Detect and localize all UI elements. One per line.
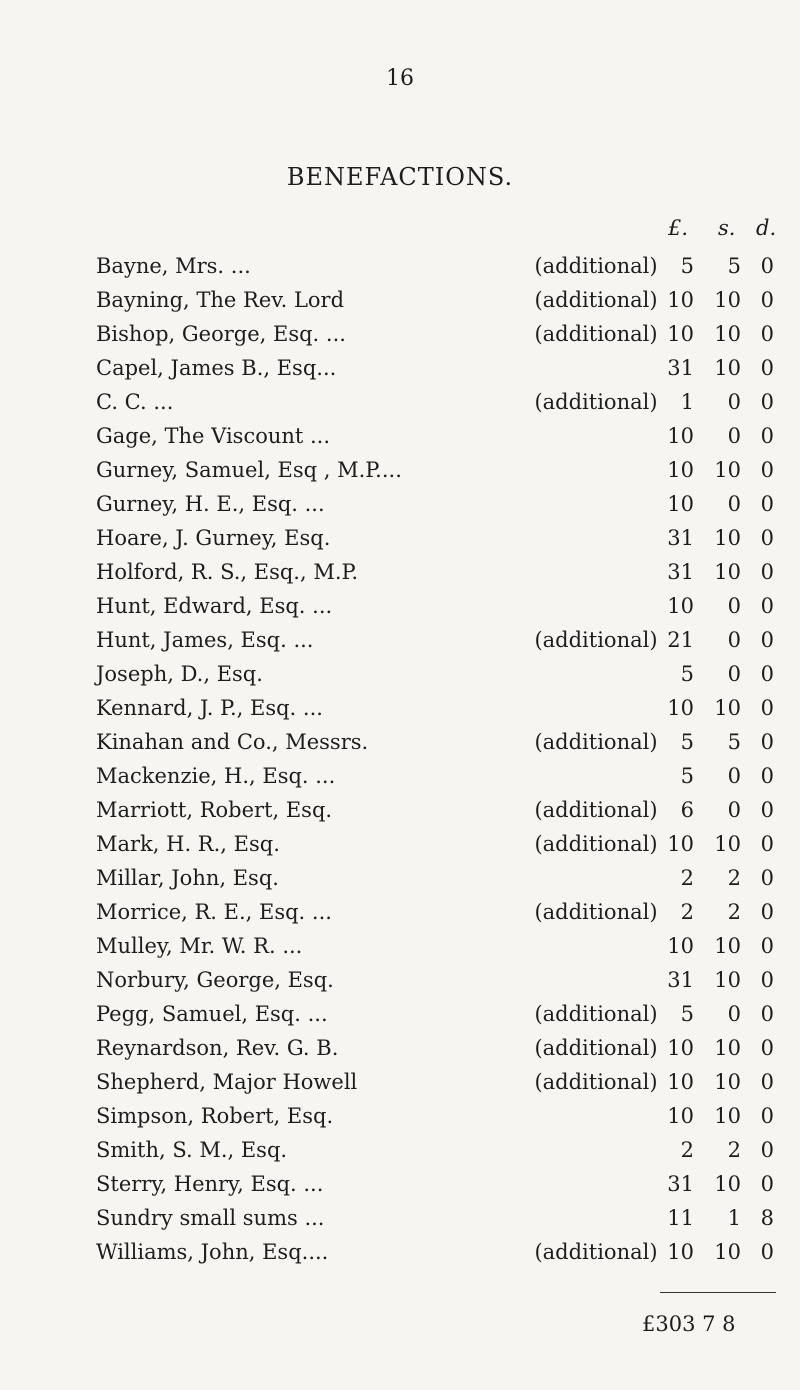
benefactor-name: Mark, H. R., Esq. [96, 832, 280, 856]
amount-pence: 0 [760, 900, 774, 924]
total-amount: £303 7 8 [642, 1312, 736, 1336]
benefactor-name: Bishop, George, Esq. ... [96, 322, 346, 346]
benefactor-name: Williams, John, Esq.... [96, 1240, 329, 1264]
entry-note: (additional) [534, 390, 658, 414]
list-item [0, 1166, 800, 1200]
amount-shillings: 0 [727, 390, 741, 414]
amount-pence: 0 [760, 492, 774, 516]
list-item [0, 1064, 800, 1098]
amount-pounds: 10 [667, 934, 694, 958]
amount-pounds: 5 [680, 1002, 694, 1026]
entry-note: (additional) [534, 288, 658, 312]
amount-shillings: 0 [727, 492, 741, 516]
amount-pence: 0 [760, 662, 774, 686]
list-item [0, 1030, 800, 1064]
amount-pence: 0 [760, 390, 774, 414]
benefactor-name: Bayning, The Rev. Lord [96, 288, 345, 312]
amount-shillings: 10 [714, 356, 741, 380]
benefactor-name: Sundry small sums ... [96, 1206, 325, 1230]
amount-pence: 0 [760, 798, 774, 822]
list-item [0, 384, 800, 418]
shillings-column-header: s. [718, 216, 736, 240]
amount-shillings: 0 [727, 628, 741, 652]
list-item [0, 826, 800, 860]
list-item [0, 1098, 800, 1132]
amount-pounds: 6 [680, 798, 694, 822]
amount-shillings: 10 [714, 1036, 741, 1060]
list-item [0, 1200, 800, 1234]
entry-note: (additional) [534, 1240, 658, 1264]
amount-pounds: 10 [667, 1240, 694, 1264]
amount-pence: 0 [760, 764, 774, 788]
amount-pounds: 2 [680, 1138, 694, 1162]
list-item [0, 792, 800, 826]
amount-pence: 0 [760, 458, 774, 482]
amount-pence: 0 [760, 1138, 774, 1162]
amount-pence: 0 [760, 1036, 774, 1060]
amount-shillings: 5 [727, 730, 741, 754]
amount-pounds: 5 [680, 254, 694, 278]
amount-pounds: 31 [667, 1172, 694, 1196]
amount-pounds: 10 [667, 832, 694, 856]
amount-pence: 8 [760, 1206, 774, 1230]
amount-shillings: 10 [714, 1104, 741, 1128]
amount-shillings: 2 [727, 866, 741, 890]
amount-shillings: 10 [714, 560, 741, 584]
list-item [0, 962, 800, 996]
list-item [0, 894, 800, 928]
amount-shillings: 10 [714, 1070, 741, 1094]
entry-note: (additional) [534, 628, 658, 652]
benefactor-name: Mackenzie, H., Esq. ... [96, 764, 336, 788]
benefactor-name: Sterry, Henry, Esq. ... [96, 1172, 324, 1196]
amount-pounds: 31 [667, 968, 694, 992]
amount-pounds: 10 [667, 424, 694, 448]
page-title: BENEFACTIONS. [286, 163, 514, 191]
list-item [0, 1132, 800, 1166]
amount-shillings: 10 [714, 458, 741, 482]
amount-shillings: 5 [727, 254, 741, 278]
amount-pounds: 10 [667, 1104, 694, 1128]
total-rule [660, 1292, 776, 1293]
amount-pence: 0 [760, 934, 774, 958]
amount-pence: 0 [760, 832, 774, 856]
amount-pounds: 11 [667, 1206, 694, 1230]
entry-note: (additional) [534, 730, 658, 754]
entry-note: (additional) [534, 798, 658, 822]
list-item [0, 860, 800, 894]
amount-pence: 0 [760, 1172, 774, 1196]
benefactor-name: Pegg, Samuel, Esq. ... [96, 1002, 328, 1026]
benefactor-name: Kinahan and Co., Messrs. [96, 730, 369, 754]
amount-shillings: 2 [727, 1138, 741, 1162]
list-item [0, 656, 800, 690]
amount-pence: 0 [760, 696, 774, 720]
amount-pounds: 1 [680, 390, 694, 414]
list-item [0, 282, 800, 316]
benefactor-name: Hunt, Edward, Esq. ... [96, 594, 333, 618]
amount-pounds: 10 [667, 1036, 694, 1060]
amount-shillings: 0 [727, 662, 741, 686]
amount-shillings: 10 [714, 322, 741, 346]
benefactor-name: Smith, S. M., Esq. [96, 1138, 288, 1162]
benefactor-name: Gage, The Viscount ... [96, 424, 331, 448]
benefactor-name: Gurney, H. E., Esq. ... [96, 492, 325, 516]
pence-column-header: d. [756, 216, 777, 240]
entry-note: (additional) [534, 322, 658, 346]
amount-shillings: 0 [727, 764, 741, 788]
page-number: 16 [386, 66, 414, 91]
amount-pence: 0 [760, 730, 774, 754]
amount-pence: 0 [760, 424, 774, 448]
benefactor-name: Hunt, James, Esq. ... [96, 628, 314, 652]
amount-shillings: 10 [714, 1172, 741, 1196]
list-item [0, 1234, 800, 1268]
entry-note: (additional) [534, 1002, 658, 1026]
amount-pence: 0 [760, 1104, 774, 1128]
pounds-column-header: £. [668, 216, 689, 240]
amount-pence: 0 [760, 1002, 774, 1026]
amount-pounds: 5 [680, 662, 694, 686]
benefactor-name: Hoare, J. Gurney, Esq. [96, 526, 331, 550]
amount-pence: 0 [760, 968, 774, 992]
list-item [0, 690, 800, 724]
list-item [0, 520, 800, 554]
amount-pence: 0 [760, 560, 774, 584]
benefactor-name: Mulley, Mr. W. R. ... [96, 934, 303, 958]
amount-pounds: 10 [667, 458, 694, 482]
amount-pence: 0 [760, 288, 774, 312]
amount-pounds: 10 [667, 696, 694, 720]
benefactor-name: Joseph, D., Esq. [96, 662, 263, 686]
benefactor-name: Bayne, Mrs. ... [96, 254, 251, 278]
benefactor-name: Capel, James B., Esq... [96, 356, 337, 380]
amount-pounds: 31 [667, 356, 694, 380]
benefactor-name: Holford, R. S., Esq., M.P. [96, 560, 359, 584]
benefactor-name: Marriott, Robert, Esq. [96, 798, 333, 822]
amount-shillings: 10 [714, 968, 741, 992]
list-item [0, 588, 800, 622]
entry-note: (additional) [534, 900, 658, 924]
amount-pence: 0 [760, 866, 774, 890]
list-item [0, 248, 800, 282]
list-item [0, 758, 800, 792]
entry-note: (additional) [534, 254, 658, 278]
list-item [0, 554, 800, 588]
amount-pounds: 5 [680, 730, 694, 754]
amount-pence: 0 [760, 526, 774, 550]
list-item [0, 316, 800, 350]
amount-pounds: 10 [667, 288, 694, 312]
amount-pence: 0 [760, 628, 774, 652]
benefactor-name: Norbury, George, Esq. [96, 968, 334, 992]
amount-pounds: 21 [667, 628, 694, 652]
amount-pounds: 10 [667, 594, 694, 618]
amount-shillings: 2 [727, 900, 741, 924]
entry-note: (additional) [534, 1036, 658, 1060]
benefactor-name: Kennard, J. P., Esq. ... [96, 696, 323, 720]
entry-note: (additional) [534, 1070, 658, 1094]
amount-pounds: 5 [680, 764, 694, 788]
amount-shillings: 0 [727, 1002, 741, 1026]
list-item [0, 928, 800, 962]
benefactor-name: Reynardson, Rev. G. B. [96, 1036, 339, 1060]
amount-shillings: 10 [714, 526, 741, 550]
list-item [0, 418, 800, 452]
amount-pounds: 10 [667, 1070, 694, 1094]
entry-note: (additional) [534, 832, 658, 856]
amount-pence: 0 [760, 356, 774, 380]
list-item [0, 486, 800, 520]
amount-shillings: 10 [714, 288, 741, 312]
amount-shillings: 0 [727, 594, 741, 618]
benefactor-name: Shepherd, Major Howell [96, 1070, 358, 1094]
amount-pence: 0 [760, 1070, 774, 1094]
amount-shillings: 10 [714, 696, 741, 720]
amount-pence: 0 [760, 594, 774, 618]
amount-pounds: 2 [680, 866, 694, 890]
amount-pounds: 31 [667, 526, 694, 550]
amount-shillings: 10 [714, 832, 741, 856]
amount-shillings: 0 [727, 424, 741, 448]
amount-shillings: 0 [727, 798, 741, 822]
amount-pounds: 10 [667, 322, 694, 346]
list-item [0, 996, 800, 1030]
amount-pence: 0 [760, 254, 774, 278]
benefactor-name: Simpson, Robert, Esq. [96, 1104, 334, 1128]
list-item [0, 452, 800, 486]
amount-pounds: 31 [667, 560, 694, 584]
benefactions-list [0, 248, 800, 1268]
benefactor-name: Gurney, Samuel, Esq , M.P.... [96, 458, 402, 482]
amount-pounds: 2 [680, 900, 694, 924]
list-item [0, 622, 800, 656]
amount-shillings: 10 [714, 1240, 741, 1264]
amount-pence: 0 [760, 322, 774, 346]
list-item [0, 350, 800, 384]
amount-pounds: 10 [667, 492, 694, 516]
benefactor-name: Morrice, R. E., Esq. ... [96, 900, 332, 924]
amount-pence: 0 [760, 1240, 774, 1264]
amount-shillings: 1 [727, 1206, 741, 1230]
list-item [0, 724, 800, 758]
benefactor-name: Millar, John, Esq. [96, 866, 279, 890]
amount-shillings: 10 [714, 934, 741, 958]
benefactor-name: C. C. ... [96, 390, 174, 414]
